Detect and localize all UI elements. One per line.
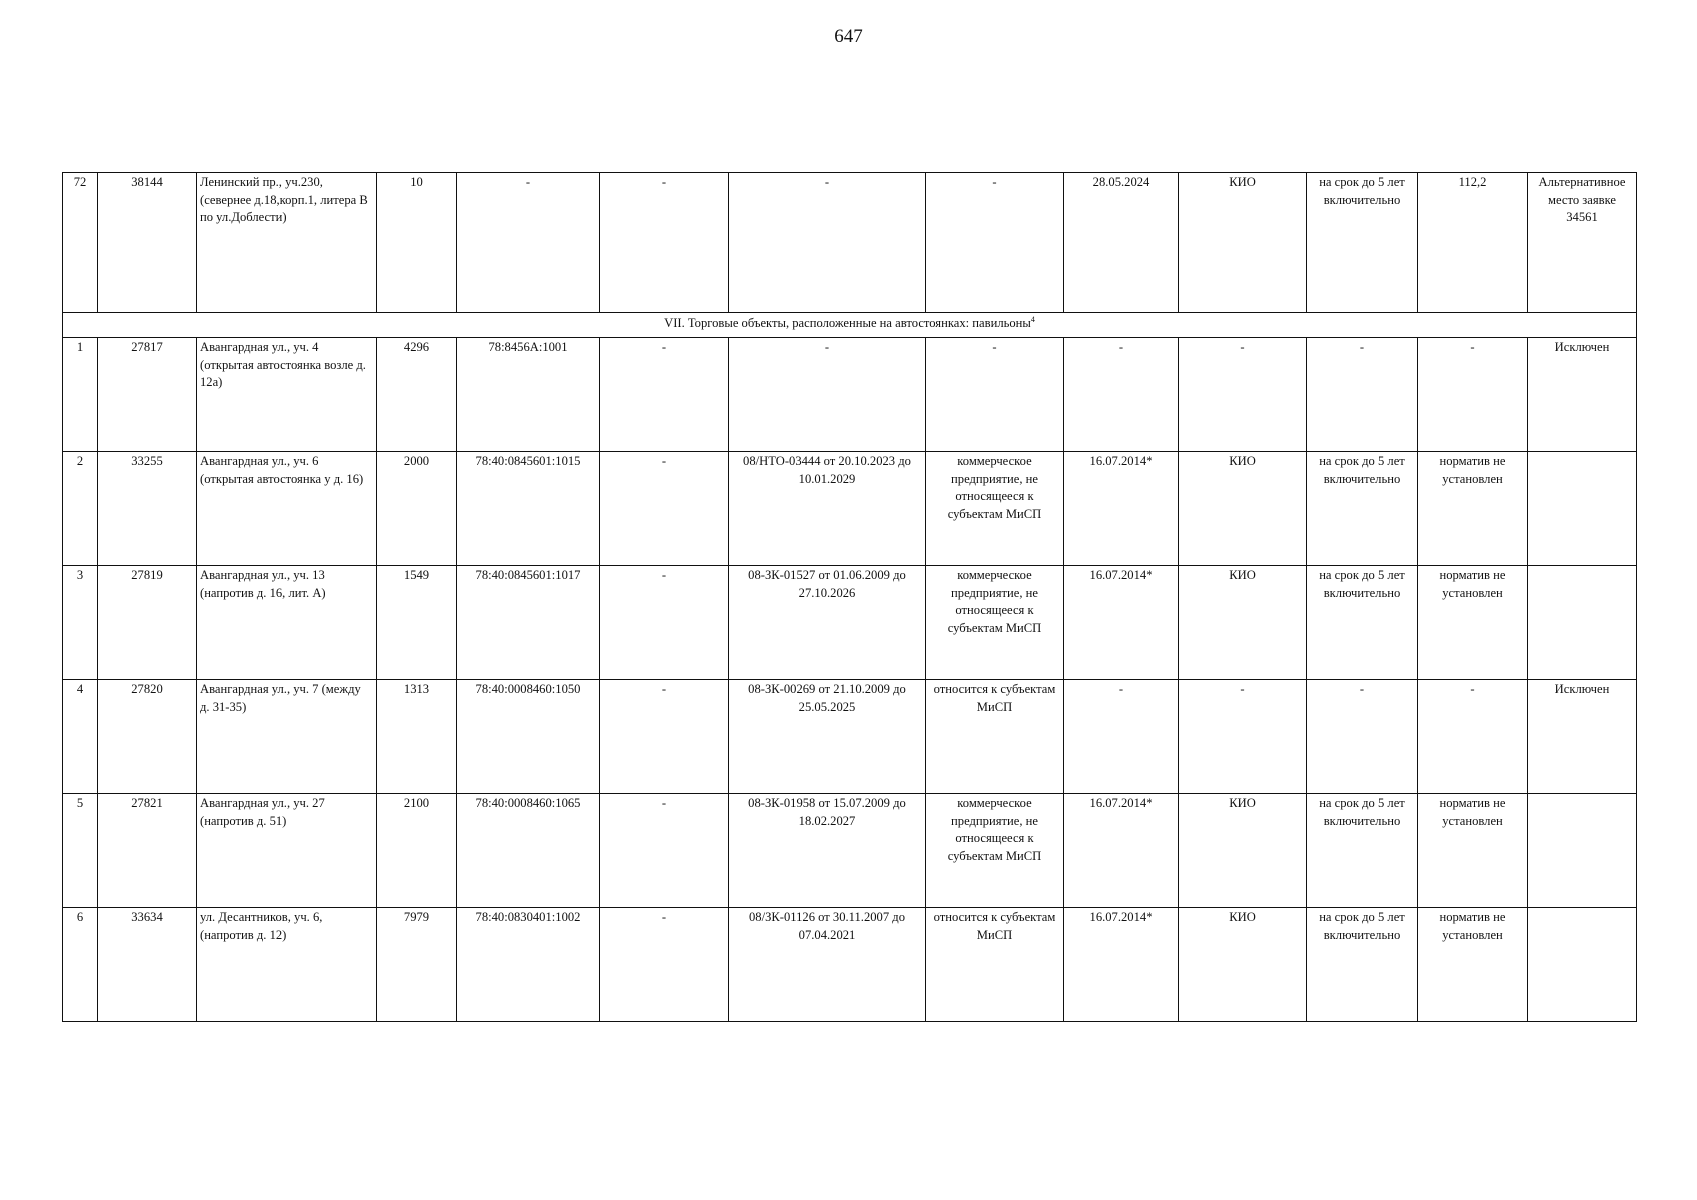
object-area: 4296 xyxy=(377,338,457,452)
contract-info: 08/ЗК-01126 от 30.11.2007 до 07.04.2021 xyxy=(729,908,926,1022)
norm-value: норматив не установлен xyxy=(1418,452,1528,566)
object-area: 1549 xyxy=(377,566,457,680)
object-id: 27817 xyxy=(98,338,197,452)
object-address: Авангардная ул., уч. 27 (напротив д. 51) xyxy=(197,794,377,908)
placement-term: на срок до 5 лет включительно xyxy=(1307,452,1418,566)
object-address: Авангардная ул., уч. 6 (открытая автостоянка у д. 16) xyxy=(197,452,377,566)
cadastral-number: 78:40:0008460:1050 xyxy=(457,680,600,794)
object-id: 33255 xyxy=(98,452,197,566)
cadastral-number: 78:40:0830401:1002 xyxy=(457,908,600,1022)
authority: - xyxy=(1179,338,1307,452)
column-6-value: - xyxy=(600,452,729,566)
row-number: 2 xyxy=(63,452,98,566)
contract-info: - xyxy=(729,173,926,313)
contract-info: 08-ЗК-00269 от 21.10.2009 до 25.05.2025 xyxy=(729,680,926,794)
business-category: - xyxy=(926,338,1064,452)
column-6-value: - xyxy=(600,338,729,452)
authority: КИО xyxy=(1179,566,1307,680)
inclusion-date: - xyxy=(1064,338,1179,452)
object-address: ул. Десантников, уч. 6, (напротив д. 12) xyxy=(197,908,377,1022)
norm-value: норматив не установлен xyxy=(1418,908,1528,1022)
norm-value: - xyxy=(1418,680,1528,794)
object-area: 2100 xyxy=(377,794,457,908)
inclusion-date: 16.07.2014* xyxy=(1064,794,1179,908)
object-area: 7979 xyxy=(377,908,457,1022)
business-category: относится к субъектам МиСП xyxy=(926,908,1064,1022)
object-address: Авангардная ул., уч. 4 (открытая автостоянка возле д. 12а) xyxy=(197,338,377,452)
business-category: коммерческое предприятие, не относящееся к субъектам МиСП xyxy=(926,566,1064,680)
placement-term: на срок до 5 лет включительно xyxy=(1307,794,1418,908)
row-note: Исключен xyxy=(1528,680,1637,794)
business-category: коммерческое предприятие, не относящееся к субъектам МиСП xyxy=(926,794,1064,908)
registry-table xyxy=(62,172,1637,1022)
authority: КИО xyxy=(1179,173,1307,313)
business-category: относится к субъектам МиСП xyxy=(926,680,1064,794)
row-number: 6 xyxy=(63,908,98,1022)
row-number: 5 xyxy=(63,794,98,908)
authority: КИО xyxy=(1179,452,1307,566)
table-row xyxy=(63,338,1637,452)
object-area: 10 xyxy=(377,173,457,313)
row-note: Альтернативное место заявке 34561 xyxy=(1528,173,1637,313)
authority: - xyxy=(1179,680,1307,794)
inclusion-date: 28.05.2024 xyxy=(1064,173,1179,313)
authority: КИО xyxy=(1179,794,1307,908)
norm-value: норматив не установлен xyxy=(1418,794,1528,908)
section-title: VII. Торговые объекты, расположенные на автостоянках: павильоны xyxy=(664,316,1031,330)
business-category: - xyxy=(926,173,1064,313)
table-row xyxy=(63,566,1637,680)
row-note xyxy=(1528,452,1637,566)
table-row xyxy=(63,680,1637,794)
business-category: коммерческое предприятие, не относящееся к субъектам МиСП xyxy=(926,452,1064,566)
inclusion-date: - xyxy=(1064,680,1179,794)
placement-term: - xyxy=(1307,338,1418,452)
column-6-value: - xyxy=(600,908,729,1022)
column-6-value: - xyxy=(600,566,729,680)
page-number: 647 xyxy=(834,26,863,47)
object-id: 27819 xyxy=(98,566,197,680)
row-number: 72 xyxy=(63,173,98,313)
norm-value: - xyxy=(1418,338,1528,452)
column-6-value: - xyxy=(600,173,729,313)
row-note xyxy=(1528,794,1637,908)
row-note xyxy=(1528,566,1637,680)
object-id: 27820 xyxy=(98,680,197,794)
cadastral-number: 78:40:0845601:1015 xyxy=(457,452,600,566)
inclusion-date: 16.07.2014* xyxy=(1064,452,1179,566)
placement-term: - xyxy=(1307,680,1418,794)
contract-info: 08-ЗК-01958 от 15.07.2009 до 18.02.2027 xyxy=(729,794,926,908)
contract-info: 08-ЗК-01527 от 01.06.2009 до 27.10.2026 xyxy=(729,566,926,680)
object-area: 1313 xyxy=(377,680,457,794)
row-note: Исключен xyxy=(1528,338,1637,452)
cadastral-number: 78:40:0008460:1065 xyxy=(457,794,600,908)
row-number: 4 xyxy=(63,680,98,794)
section-header-row xyxy=(63,313,1637,338)
object-id: 27821 xyxy=(98,794,197,908)
row-number: 3 xyxy=(63,566,98,680)
object-area: 2000 xyxy=(377,452,457,566)
cadastral-number: 78:40:0845601:1017 xyxy=(457,566,600,680)
cadastral-number: 78:8456А:1001 xyxy=(457,338,600,452)
object-address: Ленинский пр., уч.230, (севернее д.18,корп.1, литера В по ул.Доблести) xyxy=(197,173,377,313)
table-row xyxy=(63,452,1637,566)
authority: КИО xyxy=(1179,908,1307,1022)
section-footnote-mark: 4 xyxy=(1030,314,1035,324)
inclusion-date: 16.07.2014* xyxy=(1064,566,1179,680)
placement-term: на срок до 5 лет включительно xyxy=(1307,173,1418,313)
contract-info: - xyxy=(729,338,926,452)
placement-term: на срок до 5 лет включительно xyxy=(1307,908,1418,1022)
column-6-value: - xyxy=(600,794,729,908)
placement-term: на срок до 5 лет включительно xyxy=(1307,566,1418,680)
contract-info: 08/НТО-03444 от 20.10.2023 до 10.01.2029 xyxy=(729,452,926,566)
row-number: 1 xyxy=(63,338,98,452)
section-title-cell xyxy=(63,313,1637,338)
table-row xyxy=(63,794,1637,908)
object-address: Авангардная ул., уч. 7 (между д. 31-35) xyxy=(197,680,377,794)
column-6-value: - xyxy=(600,680,729,794)
table-row xyxy=(63,173,1637,313)
object-address: Авангардная ул., уч. 13 (напротив д. 16, лит. А) xyxy=(197,566,377,680)
object-id: 38144 xyxy=(98,173,197,313)
cadastral-number: - xyxy=(457,173,600,313)
norm-value: 112,2 xyxy=(1418,173,1528,313)
object-id: 33634 xyxy=(98,908,197,1022)
row-note xyxy=(1528,908,1637,1022)
norm-value: норматив не установлен xyxy=(1418,566,1528,680)
table-row xyxy=(63,908,1637,1022)
inclusion-date: 16.07.2014* xyxy=(1064,908,1179,1022)
